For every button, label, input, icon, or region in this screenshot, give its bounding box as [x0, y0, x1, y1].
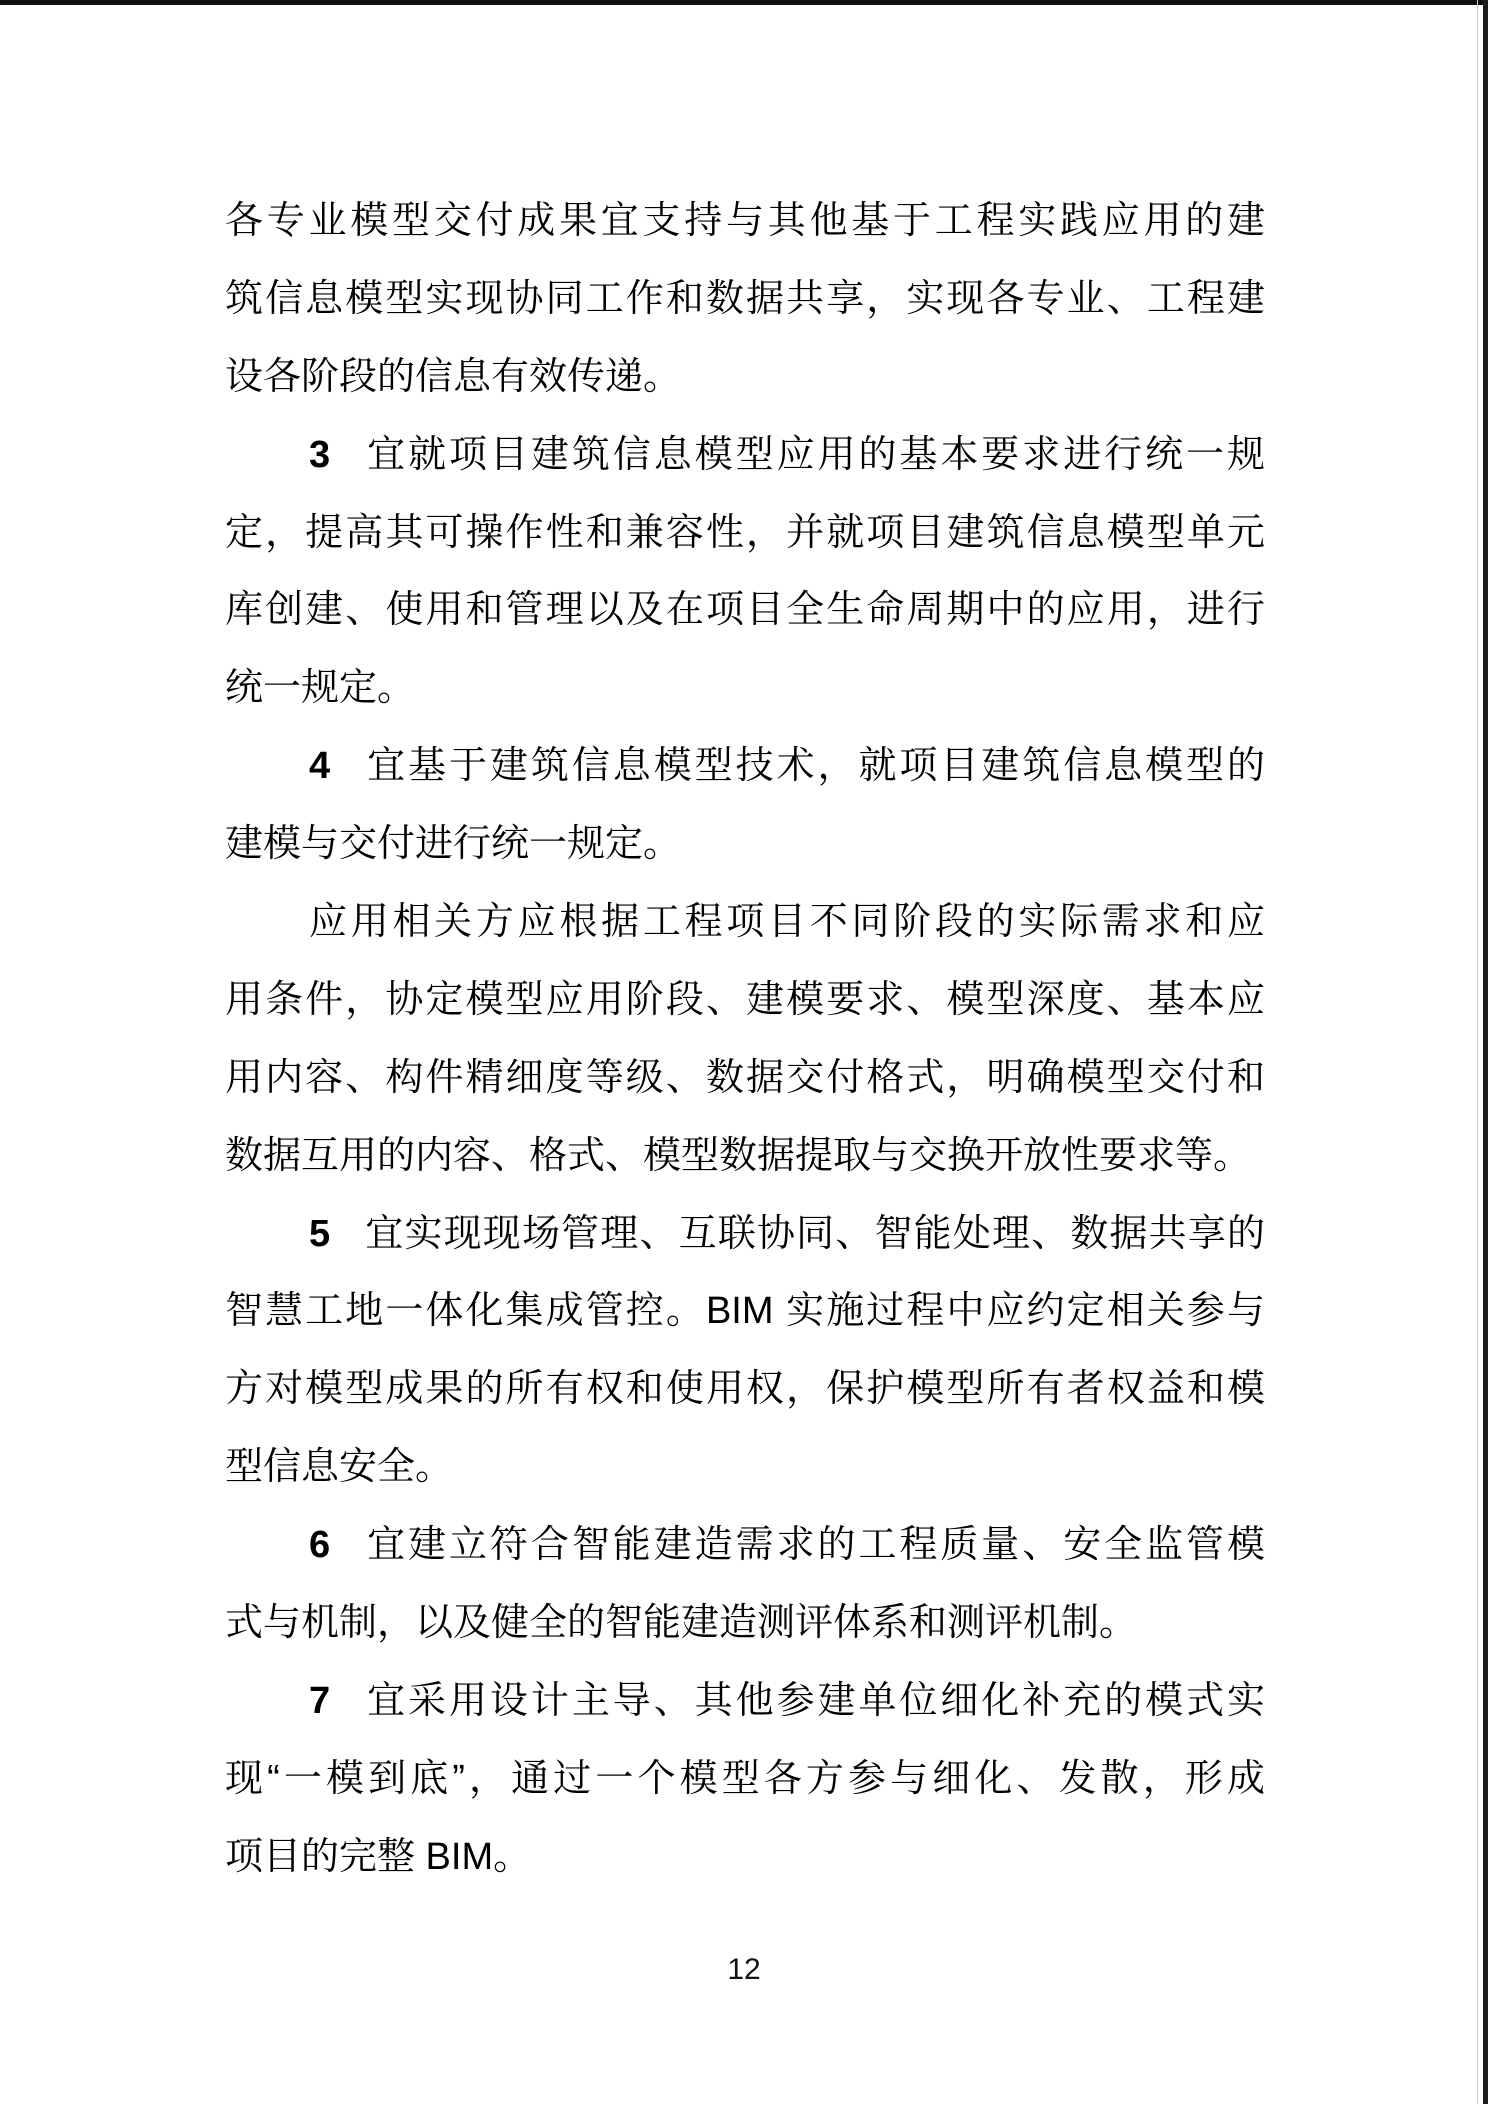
text-line	[225, 1196, 1265, 1274]
text-line: 现“一模到底”，通过一个模型各方参与细化、发散，形成	[225, 1757, 1265, 1800]
text-line: 式与机制，以及健全的智能建造测评体系和测评机制。	[225, 1602, 1138, 1645]
text-line	[225, 417, 1265, 495]
text-line	[225, 1663, 1265, 1741]
clause-number: 3	[309, 433, 331, 476]
text-line: 数据互用的内容、格式、模型数据提取与交换开放性要求等。	[225, 1134, 1252, 1177]
text-line: 建模与交付进行统一规定。	[225, 823, 682, 866]
text-line: 型信息安全。	[225, 1446, 454, 1489]
text-line: 项目的完整 BIM。	[225, 1835, 532, 1878]
clause-text: 宜基于建筑信息模型技术，就项目建筑信息模型的	[364, 745, 1265, 788]
text-line: 库创建、使用和管理以及在项目全生命周期中的应用，进行	[225, 589, 1265, 632]
text-line: 用内容、构件精细度等级、数据交付格式，明确模型交付和	[225, 1056, 1265, 1099]
page-top-border	[0, 0, 1488, 5]
text-line: 方对模型成果的所有权和使用权，保护模型所有者权益和模	[225, 1368, 1265, 1411]
clause-number: 4	[309, 745, 331, 788]
text-line: 用条件，协定模型应用阶段、建模要求、模型深度、基本应	[225, 978, 1265, 1021]
text-line: 统一规定。	[225, 667, 416, 710]
text-line: 智慧工地一体化集成管控。BIM 实施过程中应约定相关参与	[225, 1290, 1265, 1333]
text-line: 应用相关方应根据工程项目不同阶段的实际需求和应	[309, 901, 1265, 944]
text-line: 各专业模型交付成果宜支持与其他基于工程实践应用的建	[225, 200, 1265, 242]
text-line: 设各阶段的信息有效传递。	[225, 355, 682, 398]
clause-text: 宜采用设计主导、其他参建单位细化补充的模式实	[364, 1679, 1265, 1722]
clause-text: 宜就项目建筑信息模型应用的基本要求进行统一规	[364, 433, 1265, 476]
clause-text: 宜建立符合智能建造需求的工程质量、安全监管模	[364, 1524, 1265, 1567]
clause-number: 7	[309, 1679, 331, 1722]
text-line	[225, 728, 1265, 806]
page-right-hairline	[1477, 0, 1478, 2104]
page-right-border	[1483, 0, 1488, 2104]
text-line: 筑信息模型实现协同工作和数据共享，实现各专业、工程建	[225, 277, 1265, 320]
page-number: 12	[727, 1953, 761, 1986]
clause-number: 6	[309, 1524, 331, 1567]
text-line	[225, 1507, 1265, 1585]
text-line: 定，提高其可操作性和兼容性，并就项目建筑信息模型单元	[225, 511, 1265, 554]
clause-text: 宜实现现场管理、互联协同、智能处理、数据共享的	[364, 1212, 1265, 1255]
document-text-block	[225, 183, 1265, 1897]
clause-number: 5	[309, 1212, 331, 1255]
